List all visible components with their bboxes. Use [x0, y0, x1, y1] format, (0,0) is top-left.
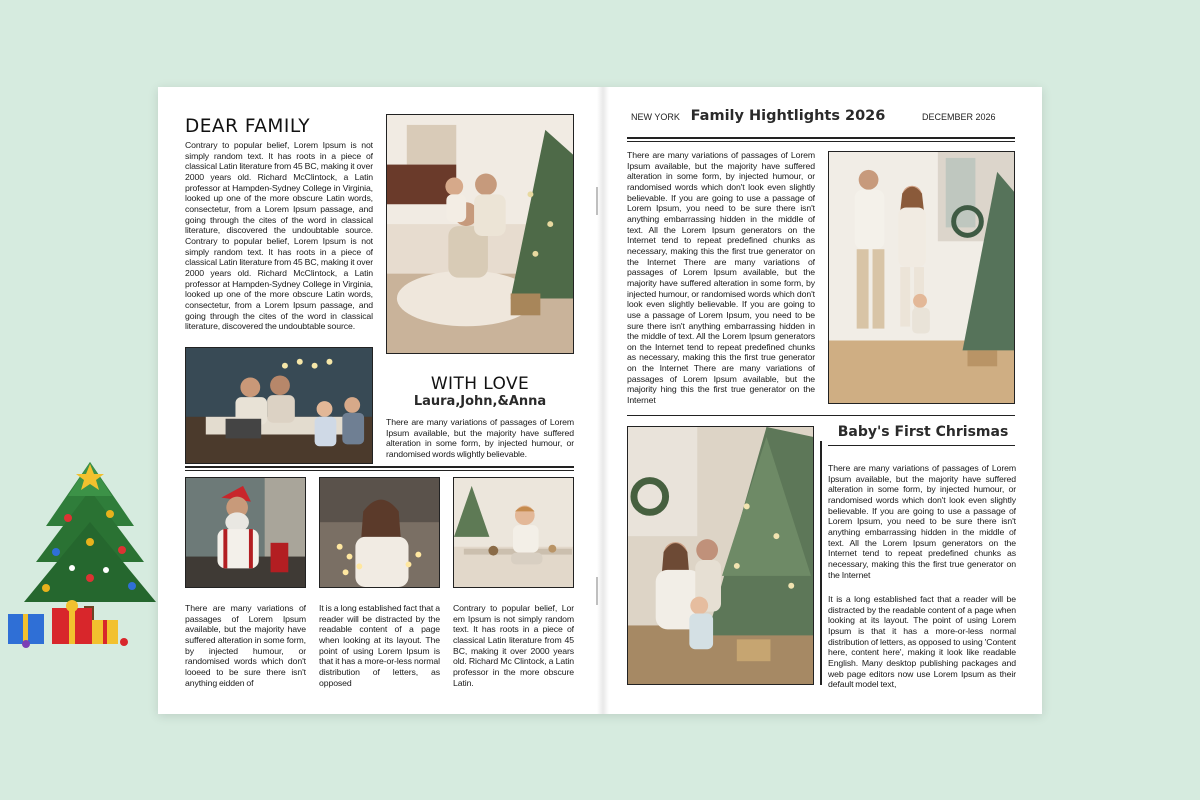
- baby-text-2: It is a long established fact that a reader will be distracted by the readable content of a page when looking at its layout. The point of using Lorem Ipsum is that it has a more-or-less normal distribution of letters, as opposed to using 'Content here, content here', making it look like readable English. Many desktop publishing packages and web page editors now use Lorem Ipsum as their default model text,: [828, 594, 1016, 690]
- magazine-spread: [158, 87, 1042, 714]
- woman-lights-photo: [319, 477, 440, 588]
- with-love-title: WITH LOVE: [430, 374, 530, 394]
- with-love-names: Laura,John,&Anna: [413, 394, 547, 409]
- baby-tree-photo: [627, 426, 814, 685]
- masthead-rule: [627, 137, 1015, 139]
- with-love-text: There are many variations of passages of Lorem Ipsum available, but the majority have suffered alteration in some form, by injected humour, or randomised words wlightly believable.: [386, 417, 574, 459]
- christmas-tree-icon: [6, 456, 162, 652]
- masthead-date: DECEMBER 2026: [922, 112, 996, 122]
- child-toy-photo: [453, 477, 574, 588]
- section-divider: [185, 466, 574, 468]
- page-gutter: [597, 87, 609, 714]
- baby-text-1: There are many variations of passages of Lorem Ipsum available, but the majority have suffered alteration in some form, by injected humour, or randomised words which don't look even slightly believable. If you are going to use a passage of Lorem Ipsum, you need to be sure there isn't anything embarrassing hidden in the middle of text. All the Lorem Ipsum generators on the Internet tend to repeat predefined chunks as necessary, making this the first true generator on the Internet: [828, 463, 1016, 580]
- baby-section-title: Baby's First Chrismas: [837, 424, 1009, 440]
- mid-divider: [627, 415, 1015, 416]
- binding-mark: [596, 187, 598, 215]
- dancing-family-photo: [828, 151, 1015, 404]
- family-dinner-photo: [185, 347, 373, 464]
- family-photo-floor: [386, 114, 574, 354]
- masthead-location: NEW YORK: [631, 112, 680, 122]
- masthead-title: Family Hightlights 2026: [690, 108, 886, 124]
- column-text-2: It is a long established fact that a reader will be distracted by the readable content of a page when looking at its layout. The point of using Lorem Ipsum is that it has a more-or-less normal distribution of letters, as opposed: [319, 603, 440, 688]
- dear-family-title: DEAR FAMILY: [185, 116, 310, 137]
- gift-boxes-icon: [8, 600, 128, 648]
- santa-photo: [185, 477, 306, 588]
- dear-family-text: Contrary to popular belief, Lorem Ipsum is not simply random text. It has roots in a piece of classical Latin literature from 45 BC, making it over 2000 years old. Richard McClintock, a Latin professor at Hampden-Sydney College in Virginia, looked up one of the more obscure Latin words, consectetur, from a Lorem Ipsum passage, and going through the cites of the word in classical literature, discovered the undoubtable source. Contrary to popular belief, Lorem Ipsum is not simply random text. It has roots in a piece of classical Latin literature from 45 BC, making it over 2000 years old. Richard McClintock, a Latin professor at Hampden-Sydney College in Virginia, looked up one of the more obscure Latin words, consectetur, from a Lorem Ipsum passage, and going through the cites of the word in classical literature, discovered the undoubtable source.: [185, 140, 373, 332]
- column-text-3: Contrary to popular belief, Lor em Ipsum is not simply random text. It has roots in a piece of classical Latin literature from 45 BC, making it over 2000 years old. Richard Mc Clintock, a Latin professor in the more obscure Latin.: [453, 603, 574, 688]
- binding-mark: [596, 577, 598, 605]
- top-article-text: There are many variations of passages of Lorem Ipsum available, but the majority have suffered alteration in some form, by injected humour, or randomised words which don't look even slightly believable. If you are going to use a passage of Lorem Ipsum, you need to be sure there isn't anything embarrassing hidden in the middle of text. All the Lorem Ipsum generators on the Internet tend to repeat predefined chunks as necessary, making this the first true generator on the Internet There are many variations of passages of Lorem Ipsum available, but the majority have suffered alteration in some form, by injected humour, or randomised words which don't look even slightly believable. If you are going to use a passage of Lorem Ipsum, you need to be sure there isn't anything embarrassing hidden in the middle of text. All the Lorem Ipsum generators on the Internet tend to repeat predefined chunks as necessary, making this the first true generator on the Internet There are many variations of passages of Lorem Ipsum available, but the majority hing this the first true generator on the Internet: [627, 150, 815, 406]
- baby-title-rule: [828, 445, 1015, 446]
- baby-column-rule: [820, 441, 822, 685]
- column-text-1: There are many variations of passages of Lorem Ipsum available, but the majority have suffered alteration in some form, by injected humour, or randomised words which don't looeed to be sure there isn't anything eidden of: [185, 603, 306, 688]
